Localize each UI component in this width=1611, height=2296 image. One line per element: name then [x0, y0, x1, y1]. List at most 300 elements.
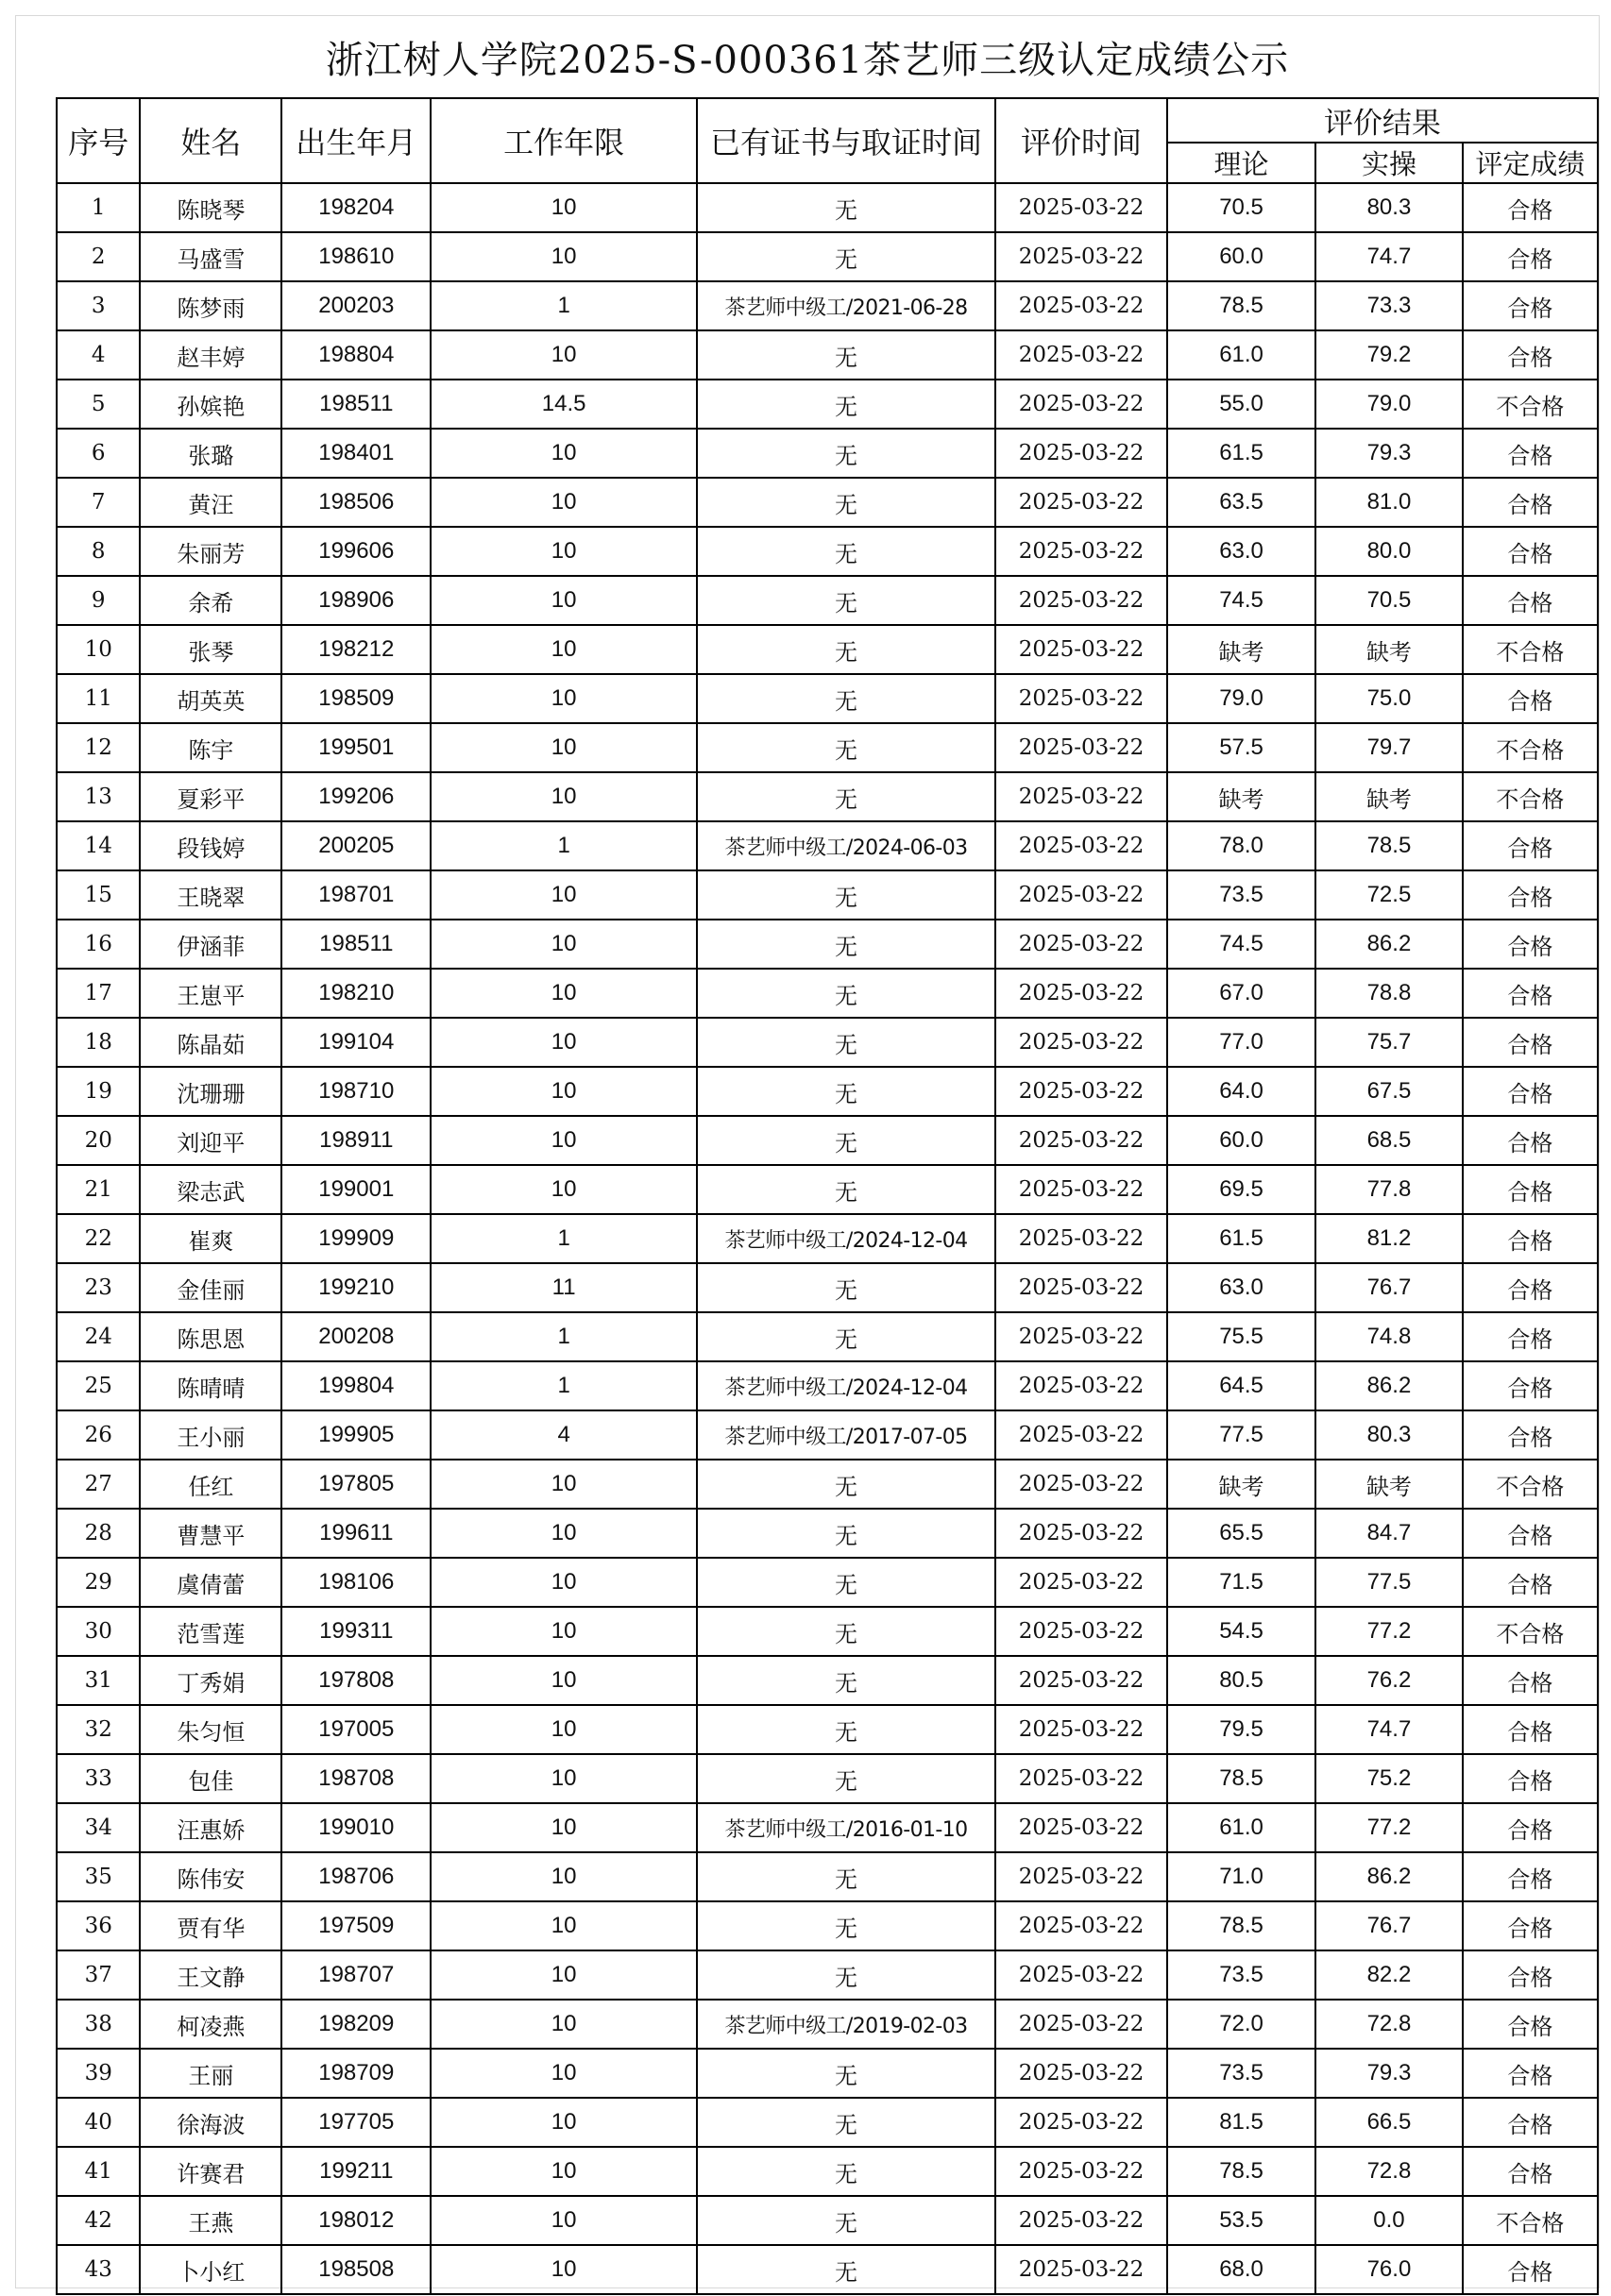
cell-eval-time: 2025-03-22 — [995, 478, 1167, 527]
cell-seq: 43 — [57, 2245, 140, 2294]
cell-seq: 6 — [57, 429, 140, 478]
cell-years: 10 — [431, 870, 697, 920]
cell-name: 崔爽 — [140, 1214, 281, 1263]
cell-cert: 无 — [697, 2245, 995, 2294]
cell-cert: 无 — [697, 2196, 995, 2245]
cell-years: 10 — [431, 1165, 697, 1214]
cell-theory: 74.5 — [1167, 576, 1315, 625]
cell-cert: 无 — [697, 183, 995, 232]
cell-grade: 合格 — [1463, 232, 1598, 281]
table-row — [57, 2000, 1598, 2049]
cell-cert: 茶艺师中级工/2024-12-04 — [697, 1214, 995, 1263]
cell-eval-time: 2025-03-22 — [995, 2147, 1167, 2196]
cell-name: 丁秀娟 — [140, 1656, 281, 1705]
cell-name: 任红 — [140, 1460, 281, 1509]
cell-name: 张璐 — [140, 429, 281, 478]
cell-theory: 55.0 — [1167, 380, 1315, 429]
cell-grade: 合格 — [1463, 1950, 1598, 2000]
cell-seq: 24 — [57, 1312, 140, 1361]
cell-grade: 合格 — [1463, 2147, 1598, 2196]
cell-grade: 不合格 — [1463, 1460, 1598, 1509]
results-table — [56, 97, 1599, 2295]
cell-seq: 40 — [57, 2098, 140, 2147]
cell-years: 10 — [431, 625, 697, 674]
cell-eval-time: 2025-03-22 — [995, 2098, 1167, 2147]
table-row — [57, 1018, 1598, 1067]
cell-theory: 63.5 — [1167, 478, 1315, 527]
cell-name: 范雪莲 — [140, 1607, 281, 1656]
cell-cert: 无 — [697, 1901, 995, 1950]
cell-grade: 合格 — [1463, 1509, 1598, 1558]
cell-years: 10 — [431, 183, 697, 232]
cell-name: 陈晶茹 — [140, 1018, 281, 1067]
table-row — [57, 1116, 1598, 1165]
cell-eval-time: 2025-03-22 — [995, 2196, 1167, 2245]
cell-practice: 66.5 — [1315, 2098, 1462, 2147]
cell-grade: 合格 — [1463, 1754, 1598, 1803]
cell-seq: 2 — [57, 232, 140, 281]
cell-cert: 无 — [697, 1656, 995, 1705]
cell-cert: 无 — [697, 969, 995, 1018]
table-row — [57, 2147, 1598, 2196]
cell-cert: 茶艺师中级工/2021-06-28 — [697, 281, 995, 330]
table-row — [57, 330, 1598, 380]
table-row — [57, 1558, 1598, 1607]
cell-birth: 198509 — [281, 674, 431, 723]
cell-seq: 31 — [57, 1656, 140, 1705]
table-body — [57, 183, 1598, 2294]
cell-cert: 无 — [697, 2098, 995, 2147]
cell-birth: 199311 — [281, 1607, 431, 1656]
cell-eval-time: 2025-03-22 — [995, 625, 1167, 674]
cell-years: 10 — [431, 2245, 697, 2294]
cell-practice: 缺考 — [1315, 772, 1462, 821]
cell-years: 10 — [431, 1656, 697, 1705]
table-row — [57, 1460, 1598, 1509]
cell-cert: 无 — [697, 1754, 995, 1803]
cell-theory: 77.0 — [1167, 1018, 1315, 1067]
header-birth: 出生年月 — [281, 98, 431, 183]
cell-seq: 34 — [57, 1803, 140, 1852]
cell-practice: 86.2 — [1315, 920, 1462, 969]
cell-theory: 79.0 — [1167, 674, 1315, 723]
table-row — [57, 2049, 1598, 2098]
cell-cert: 茶艺师中级工/2019-02-03 — [697, 2000, 995, 2049]
cell-seq: 1 — [57, 183, 140, 232]
cell-eval-time: 2025-03-22 — [995, 870, 1167, 920]
cell-eval-time: 2025-03-22 — [995, 1067, 1167, 1116]
cell-grade: 合格 — [1463, 2098, 1598, 2147]
cell-birth: 199104 — [281, 1018, 431, 1067]
cell-practice: 68.5 — [1315, 1116, 1462, 1165]
cell-name: 朱丽芳 — [140, 527, 281, 576]
cell-seq: 42 — [57, 2196, 140, 2245]
cell-birth: 198701 — [281, 870, 431, 920]
cell-theory: 73.5 — [1167, 2049, 1315, 2098]
cell-seq: 37 — [57, 1950, 140, 2000]
cell-theory: 63.0 — [1167, 1263, 1315, 1312]
header-result-group: 评价结果 — [1167, 98, 1598, 143]
header-grade: 评定成绩 — [1463, 143, 1598, 183]
cell-grade: 不合格 — [1463, 625, 1598, 674]
cell-grade: 合格 — [1463, 330, 1598, 380]
header-practice: 实操 — [1315, 143, 1462, 183]
cell-seq: 4 — [57, 330, 140, 380]
cell-grade: 合格 — [1463, 1067, 1598, 1116]
cell-theory: 69.5 — [1167, 1165, 1315, 1214]
cell-practice: 77.2 — [1315, 1803, 1462, 1852]
cell-years: 10 — [431, 1852, 697, 1901]
cell-theory: 70.5 — [1167, 183, 1315, 232]
cell-cert: 无 — [697, 429, 995, 478]
cell-eval-time: 2025-03-22 — [995, 1312, 1167, 1361]
header-theory: 理论 — [1167, 143, 1315, 183]
cell-birth: 198511 — [281, 920, 431, 969]
cell-practice: 75.0 — [1315, 674, 1462, 723]
table-row — [57, 183, 1598, 232]
cell-cert: 无 — [697, 870, 995, 920]
cell-grade: 合格 — [1463, 870, 1598, 920]
cell-cert: 无 — [697, 920, 995, 969]
cell-practice: 77.5 — [1315, 1558, 1462, 1607]
table-row — [57, 723, 1598, 772]
cell-eval-time: 2025-03-22 — [995, 1852, 1167, 1901]
cell-practice: 80.0 — [1315, 527, 1462, 576]
cell-eval-time: 2025-03-22 — [995, 1214, 1167, 1263]
cell-birth: 197808 — [281, 1656, 431, 1705]
cell-grade: 合格 — [1463, 1214, 1598, 1263]
cell-eval-time: 2025-03-22 — [995, 821, 1167, 870]
cell-grade: 合格 — [1463, 1263, 1598, 1312]
cell-seq: 25 — [57, 1361, 140, 1410]
cell-years: 10 — [431, 2147, 697, 2196]
cell-grade: 合格 — [1463, 969, 1598, 1018]
cell-name: 马盛雪 — [140, 232, 281, 281]
cell-cert: 无 — [697, 2049, 995, 2098]
cell-years: 10 — [431, 2000, 697, 2049]
table-row — [57, 1607, 1598, 1656]
cell-grade: 合格 — [1463, 527, 1598, 576]
cell-grade: 合格 — [1463, 1165, 1598, 1214]
cell-cert: 无 — [697, 1312, 995, 1361]
table-row — [57, 1754, 1598, 1803]
cell-seq: 23 — [57, 1263, 140, 1312]
cell-cert: 无 — [697, 625, 995, 674]
cell-theory: 64.0 — [1167, 1067, 1315, 1116]
cell-name: 徐海波 — [140, 2098, 281, 2147]
cell-years: 10 — [431, 527, 697, 576]
cell-cert: 无 — [697, 674, 995, 723]
cell-cert: 无 — [697, 380, 995, 429]
cell-theory: 71.5 — [1167, 1558, 1315, 1607]
cell-name: 王文静 — [140, 1950, 281, 2000]
cell-name: 陈晓琴 — [140, 183, 281, 232]
table-row — [57, 1410, 1598, 1460]
cell-birth: 198710 — [281, 1067, 431, 1116]
cell-theory: 75.5 — [1167, 1312, 1315, 1361]
table-row — [57, 1165, 1598, 1214]
cell-years: 10 — [431, 1116, 697, 1165]
table-row — [57, 821, 1598, 870]
cell-practice: 76.7 — [1315, 1263, 1462, 1312]
cell-seq: 7 — [57, 478, 140, 527]
cell-cert: 无 — [697, 330, 995, 380]
cell-birth: 197509 — [281, 1901, 431, 1950]
cell-birth: 198204 — [281, 183, 431, 232]
cell-seq: 20 — [57, 1116, 140, 1165]
cell-years: 10 — [431, 2049, 697, 2098]
cell-eval-time: 2025-03-22 — [995, 723, 1167, 772]
cell-cert: 茶艺师中级工/2016-01-10 — [697, 1803, 995, 1852]
cell-eval-time: 2025-03-22 — [995, 1460, 1167, 1509]
document-sheet — [15, 15, 1600, 2288]
cell-grade: 合格 — [1463, 1361, 1598, 1410]
table-row — [57, 527, 1598, 576]
table-row — [57, 1509, 1598, 1558]
cell-grade: 不合格 — [1463, 1607, 1598, 1656]
cell-birth: 198506 — [281, 478, 431, 527]
header-cert: 已有证书与取证时间 — [697, 98, 995, 183]
cell-birth: 199909 — [281, 1214, 431, 1263]
cell-grade: 合格 — [1463, 1410, 1598, 1460]
table-row — [57, 1803, 1598, 1852]
table-row — [57, 232, 1598, 281]
cell-eval-time: 2025-03-22 — [995, 920, 1167, 969]
cell-seq: 30 — [57, 1607, 140, 1656]
cell-practice: 78.5 — [1315, 821, 1462, 870]
table-row — [57, 2196, 1598, 2245]
cell-theory: 78.0 — [1167, 821, 1315, 870]
cell-years: 10 — [431, 1509, 697, 1558]
table-row — [57, 380, 1598, 429]
cell-name: 陈伟安 — [140, 1852, 281, 1901]
cell-birth: 198707 — [281, 1950, 431, 2000]
cell-grade: 合格 — [1463, 1705, 1598, 1754]
cell-seq: 12 — [57, 723, 140, 772]
header-eval-time: 评价时间 — [995, 98, 1167, 183]
cell-theory: 71.0 — [1167, 1852, 1315, 1901]
cell-birth: 198706 — [281, 1852, 431, 1901]
cell-cert: 无 — [697, 1067, 995, 1116]
cell-eval-time: 2025-03-22 — [995, 2245, 1167, 2294]
cell-name: 胡英英 — [140, 674, 281, 723]
cell-practice: 80.3 — [1315, 1410, 1462, 1460]
cell-birth: 200208 — [281, 1312, 431, 1361]
cell-eval-time: 2025-03-22 — [995, 1558, 1167, 1607]
cell-birth: 198804 — [281, 330, 431, 380]
cell-grade: 合格 — [1463, 821, 1598, 870]
cell-name: 沈珊珊 — [140, 1067, 281, 1116]
cell-practice: 72.5 — [1315, 870, 1462, 920]
cell-eval-time: 2025-03-22 — [995, 281, 1167, 330]
cell-years: 10 — [431, 232, 697, 281]
cell-name: 汪惠娇 — [140, 1803, 281, 1852]
cell-name: 伊涵菲 — [140, 920, 281, 969]
cell-seq: 35 — [57, 1852, 140, 1901]
cell-practice: 79.3 — [1315, 429, 1462, 478]
cell-theory: 缺考 — [1167, 772, 1315, 821]
cell-years: 10 — [431, 674, 697, 723]
cell-birth: 198511 — [281, 380, 431, 429]
cell-cert: 无 — [697, 723, 995, 772]
cell-birth: 197805 — [281, 1460, 431, 1509]
cell-grade: 合格 — [1463, 1312, 1598, 1361]
cell-theory: 78.5 — [1167, 1901, 1315, 1950]
cell-birth: 199206 — [281, 772, 431, 821]
table-row — [57, 429, 1598, 478]
cell-cert: 茶艺师中级工/2024-12-04 — [697, 1361, 995, 1410]
cell-birth: 198906 — [281, 576, 431, 625]
table-row — [57, 772, 1598, 821]
cell-grade: 合格 — [1463, 281, 1598, 330]
table-row — [57, 1361, 1598, 1410]
cell-grade: 不合格 — [1463, 772, 1598, 821]
cell-practice: 74.8 — [1315, 1312, 1462, 1361]
cell-eval-time: 2025-03-22 — [995, 1263, 1167, 1312]
cell-cert: 无 — [697, 1509, 995, 1558]
cell-years: 10 — [431, 920, 697, 969]
cell-seq: 3 — [57, 281, 140, 330]
cell-grade: 合格 — [1463, 1852, 1598, 1901]
cell-name: 段钱婷 — [140, 821, 281, 870]
cell-birth: 198401 — [281, 429, 431, 478]
cell-cert: 无 — [697, 1460, 995, 1509]
cell-seq: 21 — [57, 1165, 140, 1214]
table-row — [57, 281, 1598, 330]
cell-name: 陈宇 — [140, 723, 281, 772]
cell-cert: 无 — [697, 527, 995, 576]
cell-grade: 合格 — [1463, 920, 1598, 969]
cell-years: 14.5 — [431, 380, 697, 429]
cell-practice: 81.0 — [1315, 478, 1462, 527]
cell-cert: 无 — [697, 1116, 995, 1165]
cell-theory: 54.5 — [1167, 1607, 1315, 1656]
header-name: 姓名 — [140, 98, 281, 183]
cell-theory: 72.0 — [1167, 2000, 1315, 2049]
cell-theory: 60.0 — [1167, 232, 1315, 281]
cell-eval-time: 2025-03-22 — [995, 674, 1167, 723]
cell-eval-time: 2025-03-22 — [995, 183, 1167, 232]
cell-seq: 13 — [57, 772, 140, 821]
cell-name: 卜小红 — [140, 2245, 281, 2294]
cell-years: 1 — [431, 1214, 697, 1263]
cell-seq: 14 — [57, 821, 140, 870]
cell-birth: 198012 — [281, 2196, 431, 2245]
cell-practice: 76.0 — [1315, 2245, 1462, 2294]
cell-years: 10 — [431, 969, 697, 1018]
cell-name: 黄汪 — [140, 478, 281, 527]
cell-birth: 199905 — [281, 1410, 431, 1460]
cell-birth: 197005 — [281, 1705, 431, 1754]
cell-years: 10 — [431, 1803, 697, 1852]
cell-name: 梁志武 — [140, 1165, 281, 1214]
cell-name: 王崽平 — [140, 969, 281, 1018]
cell-grade: 合格 — [1463, 478, 1598, 527]
header-seq: 序号 — [57, 98, 140, 183]
cell-years: 10 — [431, 723, 697, 772]
cell-theory: 61.5 — [1167, 429, 1315, 478]
table-row — [57, 1214, 1598, 1263]
cell-seq: 33 — [57, 1754, 140, 1803]
cell-birth: 198106 — [281, 1558, 431, 1607]
cell-grade: 合格 — [1463, 2245, 1598, 2294]
cell-theory: 53.5 — [1167, 2196, 1315, 2245]
cell-practice: 86.2 — [1315, 1361, 1462, 1410]
cell-seq: 27 — [57, 1460, 140, 1509]
cell-years: 1 — [431, 1361, 697, 1410]
cell-grade: 合格 — [1463, 576, 1598, 625]
cell-eval-time: 2025-03-22 — [995, 1116, 1167, 1165]
cell-eval-time: 2025-03-22 — [995, 527, 1167, 576]
cell-cert: 茶艺师中级工/2024-06-03 — [697, 821, 995, 870]
cell-eval-time: 2025-03-22 — [995, 2000, 1167, 2049]
cell-eval-time: 2025-03-22 — [995, 1901, 1167, 1950]
cell-practice: 73.3 — [1315, 281, 1462, 330]
cell-practice: 79.0 — [1315, 380, 1462, 429]
cell-theory: 缺考 — [1167, 1460, 1315, 1509]
cell-cert: 无 — [697, 1705, 995, 1754]
table-row — [57, 1656, 1598, 1705]
cell-birth: 198210 — [281, 969, 431, 1018]
cell-seq: 26 — [57, 1410, 140, 1460]
cell-eval-time: 2025-03-22 — [995, 1509, 1167, 1558]
cell-name: 包佳 — [140, 1754, 281, 1803]
cell-practice: 77.8 — [1315, 1165, 1462, 1214]
cell-years: 1 — [431, 821, 697, 870]
cell-eval-time: 2025-03-22 — [995, 1361, 1167, 1410]
cell-theory: 61.0 — [1167, 1803, 1315, 1852]
cell-years: 11 — [431, 1263, 697, 1312]
cell-name: 王丽 — [140, 2049, 281, 2098]
cell-seq: 10 — [57, 625, 140, 674]
cell-seq: 11 — [57, 674, 140, 723]
cell-theory: 78.5 — [1167, 281, 1315, 330]
cell-years: 10 — [431, 1460, 697, 1509]
cell-practice: 78.8 — [1315, 969, 1462, 1018]
cell-grade: 合格 — [1463, 2000, 1598, 2049]
cell-practice: 75.2 — [1315, 1754, 1462, 1803]
cell-theory: 73.5 — [1167, 870, 1315, 920]
cell-theory: 67.0 — [1167, 969, 1315, 1018]
cell-eval-time: 2025-03-22 — [995, 1950, 1167, 2000]
cell-birth: 198709 — [281, 2049, 431, 2098]
table-row — [57, 576, 1598, 625]
cell-birth: 199611 — [281, 1509, 431, 1558]
table-row — [57, 2098, 1598, 2147]
cell-seq: 36 — [57, 1901, 140, 1950]
cell-practice: 74.7 — [1315, 1705, 1462, 1754]
cell-name: 夏彩平 — [140, 772, 281, 821]
cell-theory: 60.0 — [1167, 1116, 1315, 1165]
cell-theory: 80.5 — [1167, 1656, 1315, 1705]
cell-cert: 无 — [697, 1263, 995, 1312]
cell-seq: 18 — [57, 1018, 140, 1067]
cell-birth: 198911 — [281, 1116, 431, 1165]
cell-years: 10 — [431, 429, 697, 478]
cell-cert: 无 — [697, 1852, 995, 1901]
cell-name: 虞倩蕾 — [140, 1558, 281, 1607]
cell-cert: 无 — [697, 1950, 995, 2000]
table-row — [57, 920, 1598, 969]
cell-name: 金佳丽 — [140, 1263, 281, 1312]
cell-theory: 78.5 — [1167, 1754, 1315, 1803]
cell-practice: 缺考 — [1315, 625, 1462, 674]
cell-practice: 76.2 — [1315, 1656, 1462, 1705]
table-row — [57, 478, 1598, 527]
cell-seq: 15 — [57, 870, 140, 920]
cell-theory: 78.5 — [1167, 2147, 1315, 2196]
cell-theory: 63.0 — [1167, 527, 1315, 576]
